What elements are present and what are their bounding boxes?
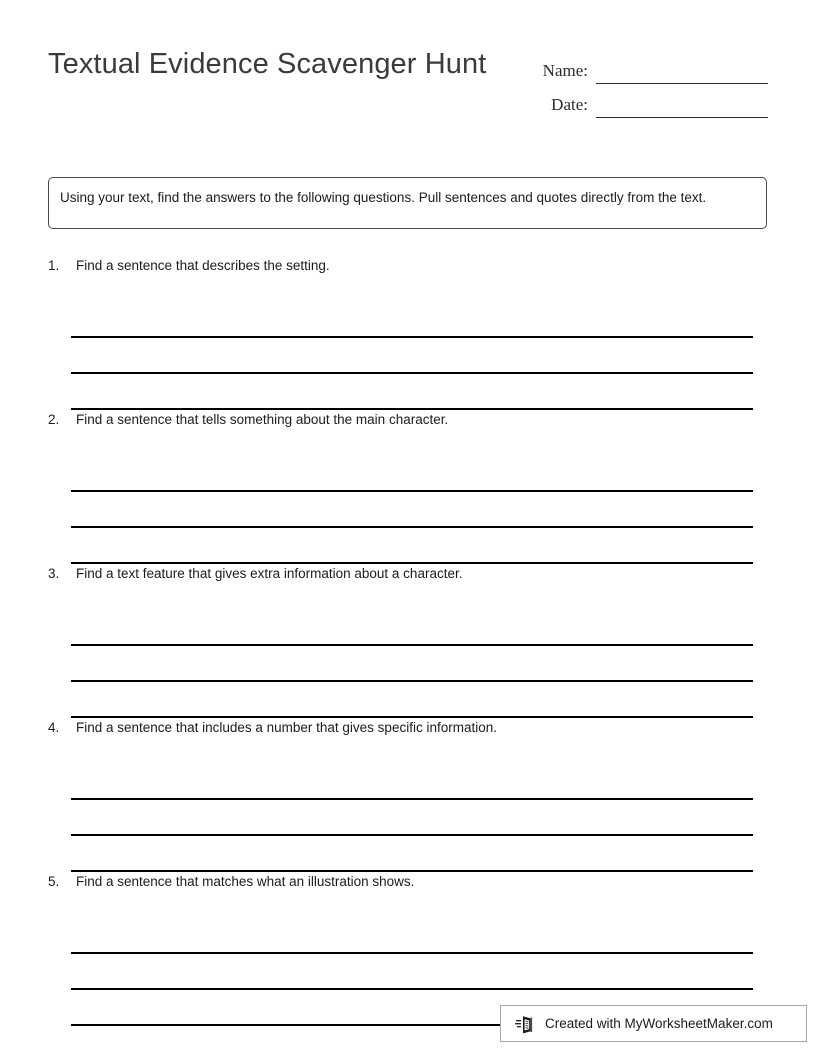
question-number: 1. bbox=[48, 258, 60, 273]
question-text: Find a sentence that describes the setting. bbox=[76, 258, 330, 273]
answer-line[interactable] bbox=[71, 764, 753, 800]
question-text: Find a sentence that tells something about the main character. bbox=[76, 412, 449, 427]
created-with-badge[interactable] bbox=[500, 1005, 807, 1042]
answer-lines bbox=[71, 610, 753, 718]
question-item bbox=[48, 412, 768, 566]
question-heading bbox=[48, 412, 768, 440]
name-field-label: Name: bbox=[542, 61, 588, 80]
answer-line[interactable] bbox=[71, 800, 753, 836]
question-number: 3. bbox=[48, 566, 60, 581]
question-heading bbox=[48, 720, 768, 748]
answer-line[interactable] bbox=[71, 302, 753, 338]
answer-line[interactable] bbox=[71, 918, 753, 954]
answer-line[interactable] bbox=[71, 338, 753, 374]
name-field-input[interactable] bbox=[596, 63, 768, 84]
answer-line[interactable] bbox=[71, 954, 753, 990]
questions-list bbox=[48, 258, 768, 1028]
name-date-fields bbox=[500, 50, 768, 118]
answer-lines bbox=[71, 456, 753, 564]
answer-line[interactable] bbox=[71, 646, 753, 682]
answer-lines bbox=[71, 764, 753, 872]
name-field-row bbox=[500, 50, 768, 84]
answer-line[interactable] bbox=[71, 610, 753, 646]
question-heading bbox=[48, 258, 768, 286]
question-number: 2. bbox=[48, 412, 60, 427]
answer-line[interactable] bbox=[71, 528, 753, 564]
question-number: 4. bbox=[48, 720, 60, 735]
answer-line[interactable] bbox=[71, 492, 753, 528]
answer-line[interactable] bbox=[71, 836, 753, 872]
question-text: Find a sentence that matches what an illustration shows. bbox=[76, 874, 415, 889]
question-heading bbox=[48, 874, 768, 902]
question-text: Find a sentence that includes a number that gives specific information. bbox=[76, 720, 497, 735]
question-heading bbox=[48, 566, 768, 594]
question-item bbox=[48, 258, 768, 412]
created-with-badge-label: Created with MyWorksheetMaker.com bbox=[545, 1016, 773, 1031]
worksheet-header bbox=[48, 44, 768, 136]
date-field-row bbox=[500, 84, 768, 118]
instructions-box: Using your text, find the answers to the following questions. Pull sentences and quotes directly from the text. bbox=[48, 177, 767, 229]
question-text: Find a text feature that gives extra information about a character. bbox=[76, 566, 463, 581]
date-field-label: Date: bbox=[551, 95, 588, 114]
question-number: 5. bbox=[48, 874, 60, 889]
date-field-input[interactable] bbox=[596, 97, 768, 118]
answer-line[interactable] bbox=[71, 682, 753, 718]
page-title: Textual Evidence Scavenger Hunt bbox=[48, 48, 487, 80]
answer-lines bbox=[71, 302, 753, 410]
answer-line[interactable] bbox=[71, 456, 753, 492]
answer-line[interactable] bbox=[71, 374, 753, 410]
worksheet-maker-logo-icon bbox=[515, 1013, 537, 1035]
question-item bbox=[48, 566, 768, 720]
question-item bbox=[48, 720, 768, 874]
